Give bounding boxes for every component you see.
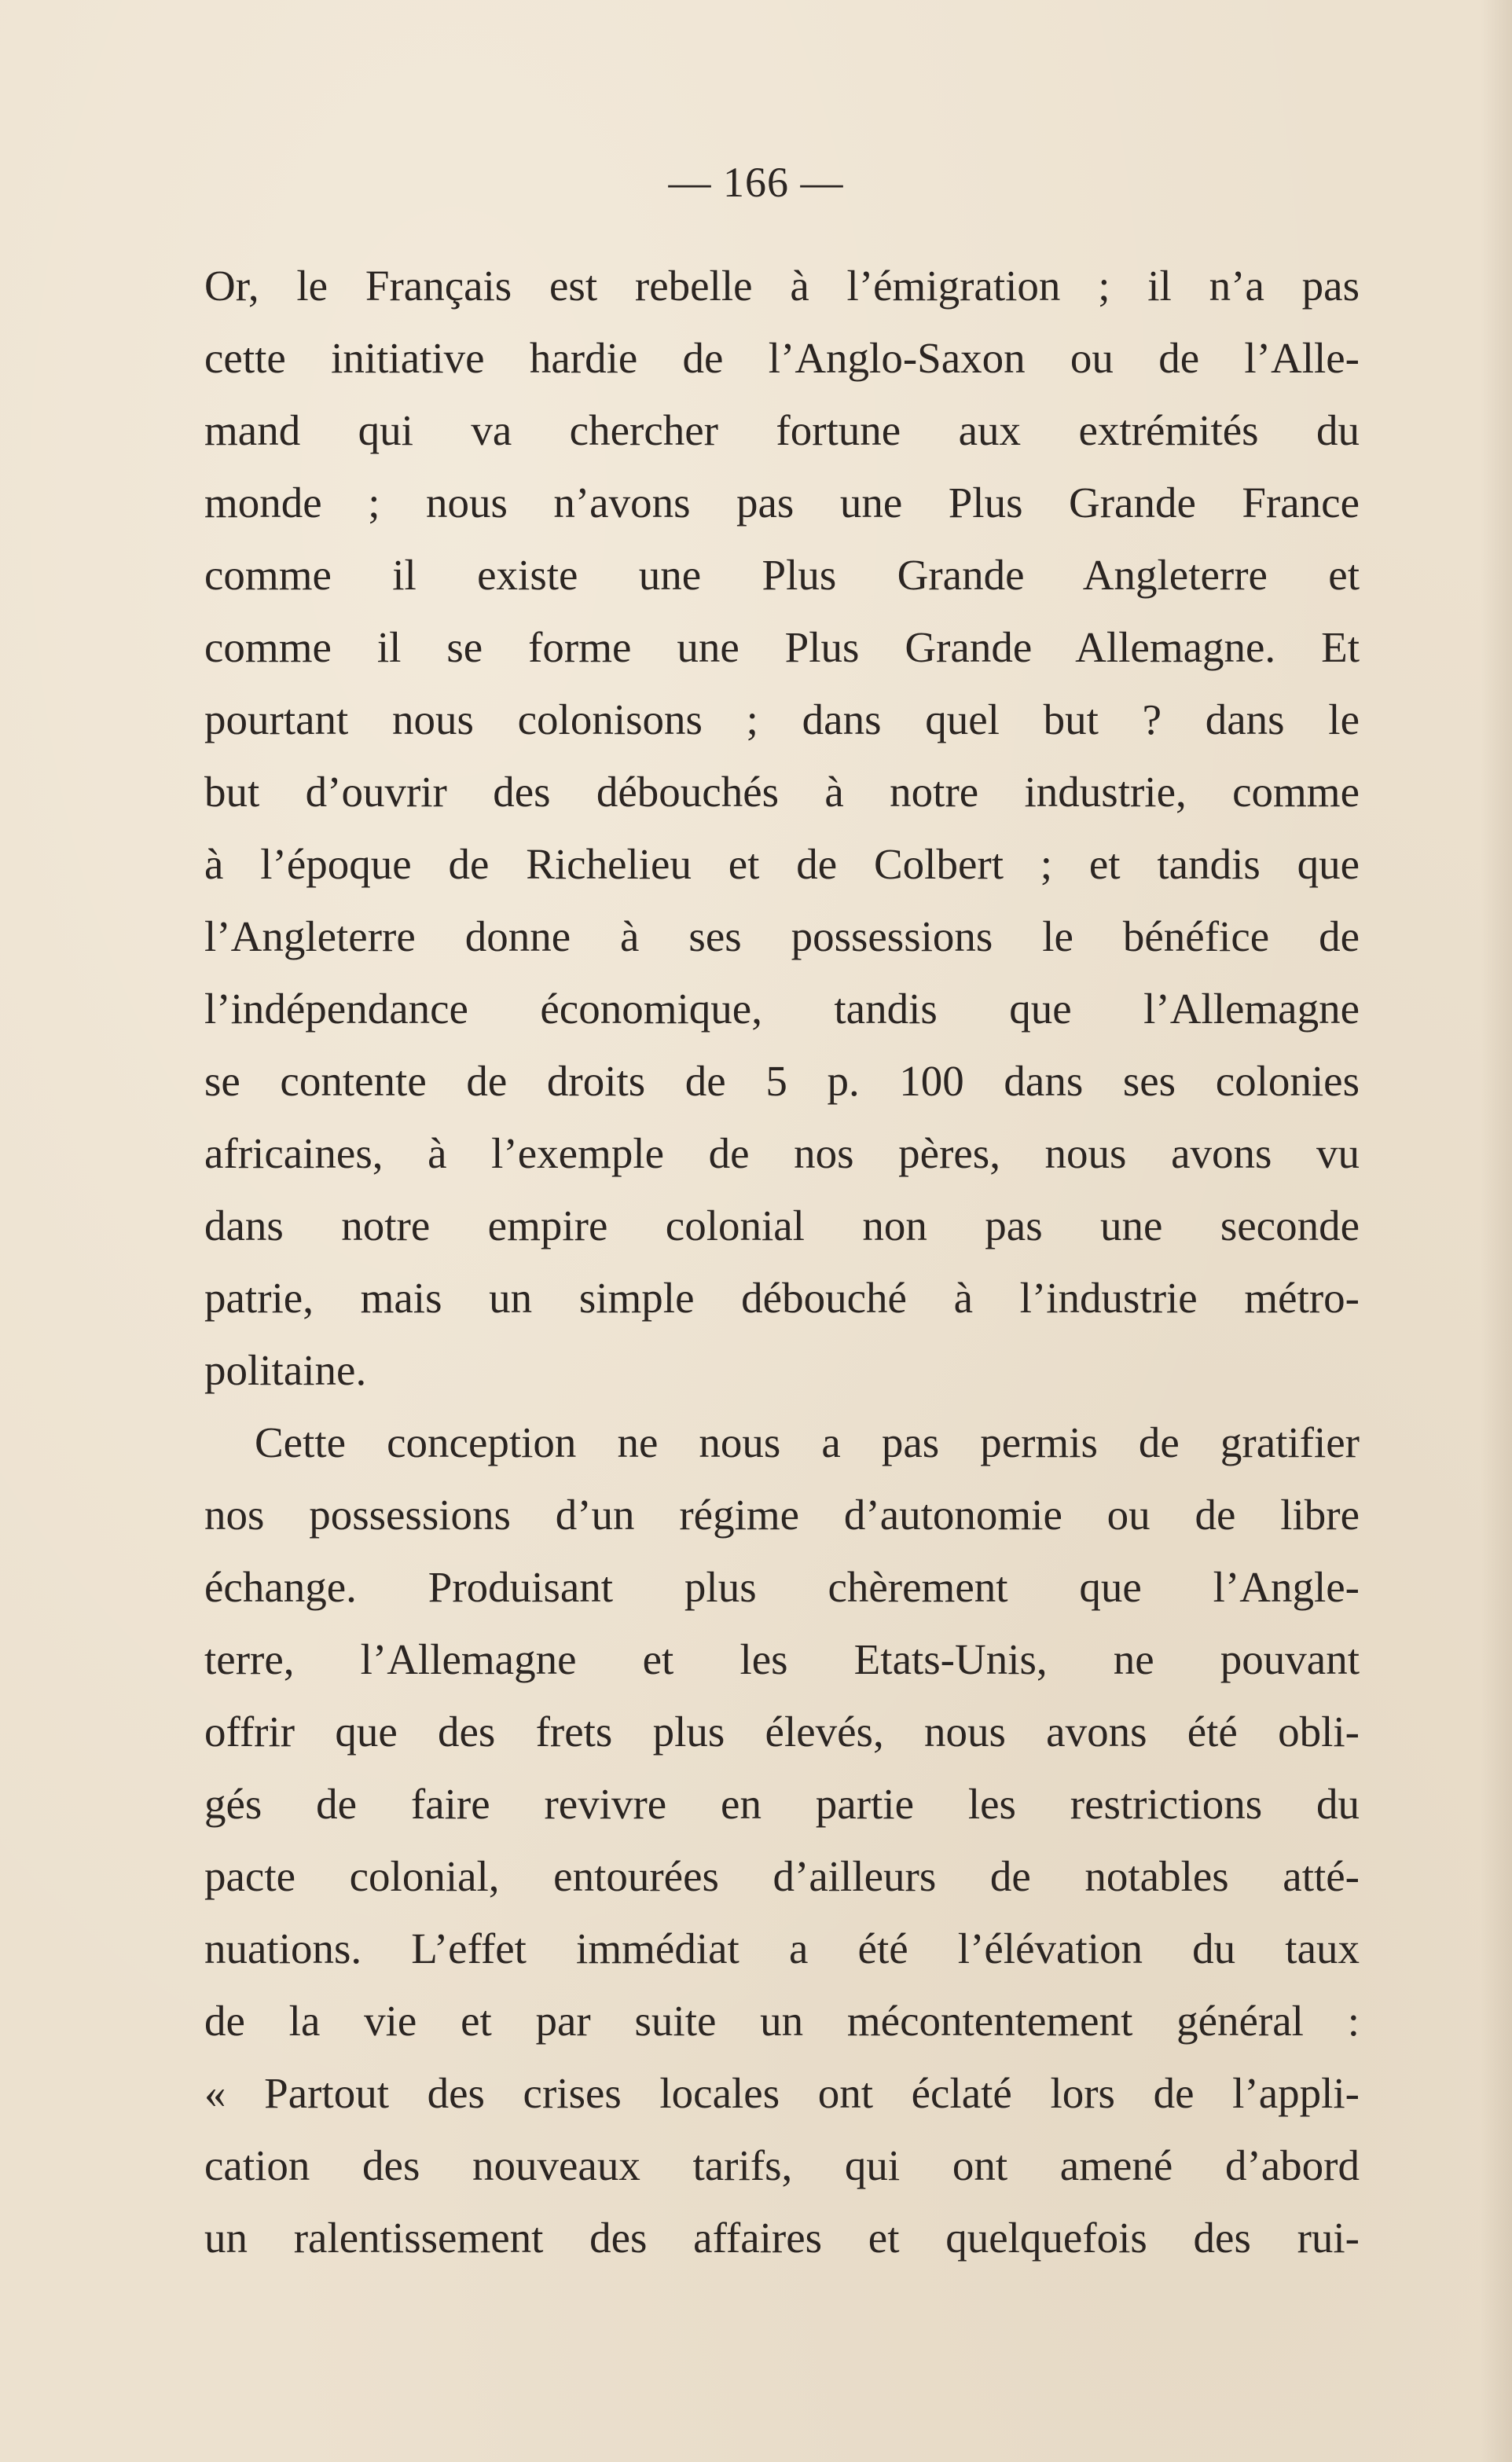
text-line: « Partout des crises locales ont éclaté lors de l’appli- — [204, 2069, 1360, 2117]
paragraph-2 — [204, 1407, 1360, 2274]
text-line: cette initiative hardie de l’Anglo-Saxon ou de l’Alle- — [204, 334, 1360, 382]
text-line: se contente de droits de 5 p. 100 dans ses colonies — [204, 1057, 1360, 1105]
body-text — [204, 250, 1360, 2274]
text-line: politaine. — [204, 1346, 367, 1394]
text-line: patrie, mais un simple débouché à l’industrie métro- — [204, 1274, 1360, 1322]
text-line: dans notre empire colonial non pas une seconde — [204, 1202, 1360, 1249]
text-line: un ralentissement des affaires et quelquefois des rui- — [204, 2214, 1360, 2262]
text-line: africaines, à l’exemple de nos pères, nous avons vu — [204, 1129, 1360, 1177]
paragraph-1 — [204, 250, 1360, 1407]
page-edge-shadow — [1481, 0, 1512, 2462]
text-line: offrir que des frets plus élevés, nous avons été obli- — [204, 1708, 1360, 1756]
text-line: terre, l’Allemagne et les Etats-Unis, ne pouvant — [204, 1635, 1360, 1683]
text-line: mand qui va chercher fortune aux extrémités du — [204, 406, 1360, 454]
text-line: de la vie et par suite un mécontentement général : — [204, 1997, 1360, 2045]
text-line: cation des nouveaux tarifs, qui ont amené d’abord — [204, 2141, 1360, 2189]
text-line: gés de faire revivre en partie les restrictions du — [204, 1780, 1360, 1828]
text-line: nos possessions d’un régime d’autonomie ou de libre — [204, 1491, 1360, 1539]
text-line: échange. Produisant plus chèrement que l’Angle- — [204, 1563, 1360, 1611]
text-line: à l’époque de Richelieu et de Colbert ; et tandis que — [204, 840, 1360, 888]
text-line: but d’ouvrir des débouchés à notre industrie, comme — [204, 768, 1360, 816]
text-line: Cette conception ne nous a pas permis de gratifier — [255, 1418, 1360, 1466]
text-line: Or, le Français est rebelle à l’émigration ; il n’a pas — [204, 262, 1360, 310]
text-line: monde ; nous n’avons pas une Plus Grande France — [204, 479, 1360, 527]
text-line: pourtant nous colonisons ; dans quel but ? dans le — [204, 695, 1360, 743]
page-number: — 166 — — [668, 159, 844, 206]
text-line: pacte colonial, entourées d’ailleurs de notables atté- — [204, 1852, 1360, 1900]
text-line: l’Angleterre donne à ses possessions le bénéfice de — [204, 912, 1360, 960]
text-line: nuations. L’effet immédiat a été l’élévation du taux — [204, 1924, 1360, 1972]
text-line: l’indépendance économique, tandis que l’Allemagne — [204, 985, 1360, 1033]
text-line: comme il existe une Plus Grande Angleterre et — [204, 551, 1360, 599]
text-line: comme il se forme une Plus Grande Allemagne. Et — [204, 623, 1360, 671]
